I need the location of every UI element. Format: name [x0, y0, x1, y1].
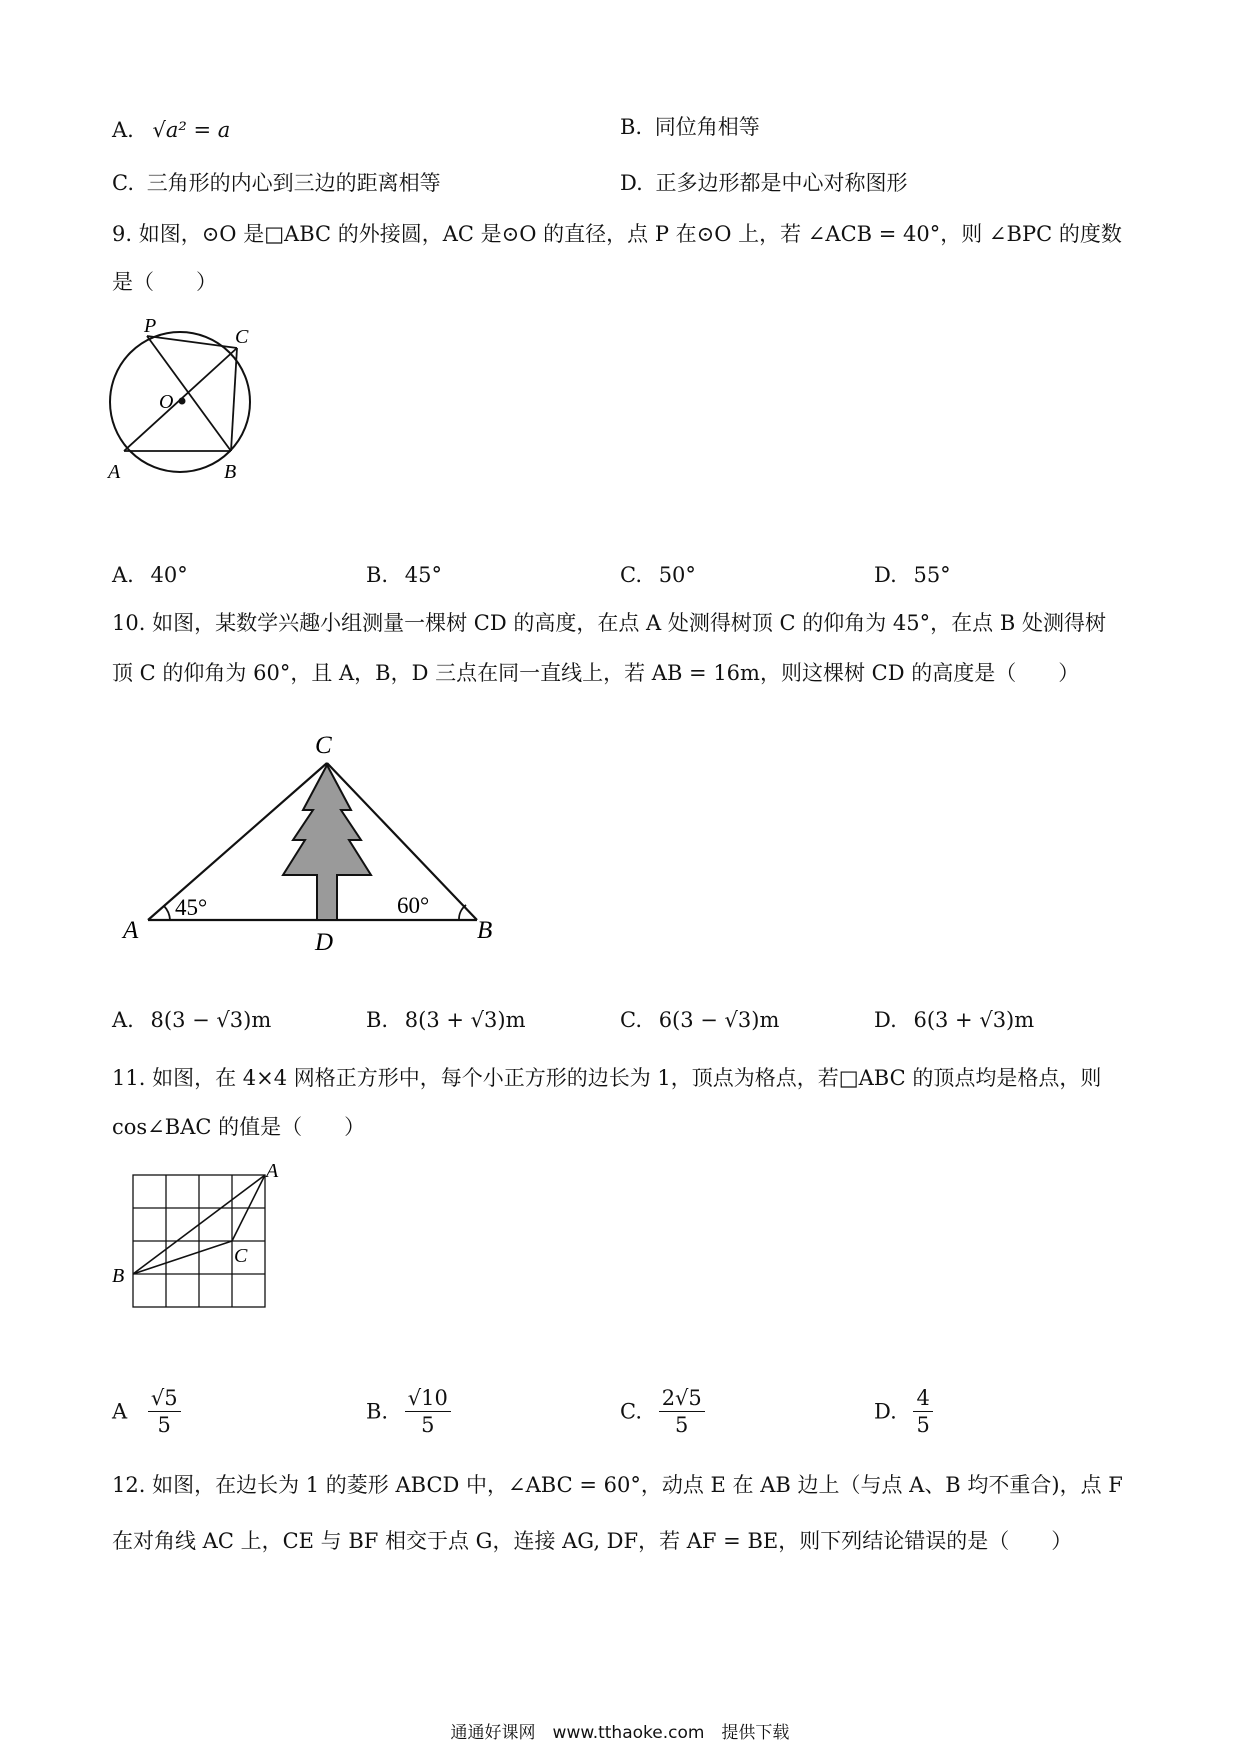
- q8-option-b: [620, 112, 760, 142]
- q9-option-a: [112, 560, 188, 590]
- q9-segment-pc: [147, 336, 237, 348]
- q11-label-a: A: [266, 1160, 279, 1182]
- q11-option-a-fraction: [148, 1385, 181, 1438]
- q10-angle-b-label: 60°: [397, 893, 430, 918]
- q11-option-b-numerator: √10: [405, 1385, 451, 1412]
- q10-option-a: [112, 1005, 271, 1035]
- q8-option-c: [112, 168, 441, 198]
- q10-angle-a-label: 45°: [175, 895, 208, 920]
- q9-option-d-value: 55°: [913, 563, 951, 587]
- q11-option-c-fraction: [659, 1385, 705, 1438]
- q11-segment-bc: [133, 1241, 232, 1274]
- q11-option-d-fraction: [913, 1385, 932, 1438]
- q9-stem-line1: 9. 如图，⊙O 是□ABC 的外接圆，AC 是⊙O 的直径，点 P 在⊙O 上，若 ∠ACB = 40°，则 ∠BPC 的度数: [112, 222, 1122, 246]
- q10-option-b: [366, 1005, 526, 1035]
- q9-label-a: A: [108, 461, 121, 483]
- q11-option-a-label: A: [112, 1399, 128, 1424]
- q10-label-d: D: [315, 929, 334, 956]
- q11-option-b-denominator: 5: [421, 1413, 435, 1437]
- q11-stem-line2: cos∠BAC 的值是（ ）: [112, 1115, 366, 1139]
- q10-label-c: C: [315, 732, 332, 759]
- q11-option-b: [366, 1385, 451, 1438]
- q11-grid: [133, 1175, 265, 1307]
- q10-tree-figure: [115, 725, 515, 960]
- q10-option-c-label: C.: [620, 1008, 642, 1032]
- q11-option-b-fraction: [405, 1385, 451, 1438]
- q9-label-p: P: [144, 315, 157, 337]
- q11-option-c-denominator: 5: [675, 1413, 689, 1437]
- q11-option-a: [112, 1385, 181, 1438]
- q9-label-o: O: [159, 391, 174, 413]
- q11-stem-line1: 11. 如图，在 4×4 网格正方形中，每个小正方形的边长为 1，顶点为格点，若□ABC 的顶点均是格点，则: [112, 1066, 1102, 1090]
- q11-label-c: C: [234, 1245, 248, 1267]
- q8-option-c-label: C.: [112, 171, 134, 195]
- q9-option-b-label: B.: [366, 563, 389, 587]
- q8-option-b-label: B.: [620, 115, 643, 139]
- q8-option-a-text: √a² = a: [152, 118, 231, 142]
- q8-option-d-label: D.: [620, 171, 643, 195]
- q8-option-c-text: 三角形的内心到三边的距离相等: [146, 171, 441, 195]
- q11-label-b: B: [112, 1265, 125, 1287]
- q9-stem-line2: 是（ ）: [112, 270, 217, 294]
- q9-label-c: C: [235, 326, 249, 348]
- q9-option-d: [874, 560, 951, 590]
- q10-option-d-value: 6(3 + √3)m: [913, 1008, 1035, 1032]
- q12-stem-line1: 12. 如图，在边长为 1 的菱形 ABCD 中，∠ABC = 60°，动点 E 在 AB 边上（与点 A、B 均不重合)，点 F: [112, 1473, 1123, 1497]
- q11-option-a-numerator: √5: [148, 1385, 181, 1412]
- q11-option-b-label: B.: [366, 1399, 389, 1424]
- q10-option-d-label: D.: [874, 1008, 897, 1032]
- q11-option-c: [620, 1385, 705, 1438]
- q9-option-d-label: D.: [874, 563, 897, 587]
- q10-label-b: B: [477, 917, 493, 944]
- q8-option-d-text: 正多边形都是中心对称图形: [655, 171, 908, 195]
- q9-option-b-value: 45°: [404, 563, 443, 587]
- q11-option-d: [874, 1385, 933, 1438]
- q10-option-a-label: A.: [112, 1008, 134, 1032]
- q9-label-b: B: [224, 461, 237, 483]
- q11-option-c-label: C.: [620, 1399, 642, 1424]
- q10-option-d: [874, 1005, 1034, 1035]
- q10-angle-arc-a: [164, 906, 170, 920]
- q9-option-b: [366, 560, 442, 590]
- q8-option-a-label: A.: [112, 118, 134, 142]
- q10-stem-line1: 10. 如图，某数学兴趣小组测量一棵树 CD 的高度，在点 A 处测得树顶 C 的仰角为 45°，在点 B 处测得树: [112, 611, 1106, 635]
- q9-segment-cb: [231, 348, 237, 451]
- q11-option-a-denominator: 5: [157, 1413, 171, 1437]
- q10-option-c: [620, 1005, 779, 1035]
- q11-option-c-numerator: 2√5: [659, 1385, 705, 1412]
- q11-grid-figure: [108, 1155, 288, 1310]
- q11-option-d-numerator: 4: [913, 1385, 932, 1412]
- q10-option-b-value: 8(3 + √3)m: [404, 1008, 526, 1032]
- q10-option-b-label: B.: [366, 1008, 389, 1032]
- q10-stem-line2: 顶 C 的仰角为 60°，且 A，B，D 三点在同一直线上，若 AB = 16m，则这棵树 CD 的高度是（ ）: [112, 661, 1080, 685]
- q9-option-c: [620, 560, 696, 590]
- q9-circle-figure: [100, 315, 280, 490]
- q10-option-c-value: 6(3 − √3)m: [658, 1008, 780, 1032]
- q10-label-a: A: [123, 917, 139, 944]
- q10-option-a-value: 8(3 − √3)m: [150, 1008, 272, 1032]
- q9-option-c-label: C.: [620, 563, 642, 587]
- q11-option-d-denominator: 5: [916, 1413, 930, 1437]
- page-footer: 通通好课网 www.tthaoke.com 提供下载: [450, 1723, 790, 1743]
- q11-option-d-label: D.: [874, 1399, 897, 1424]
- q8-option-b-text: 同位角相等: [654, 115, 760, 139]
- q12-stem-line2: 在对角线 AC 上，CE 与 BF 相交于点 G，连接 AG, DF，若 AF = BE，则下列结论错误的是（ ）: [112, 1529, 1073, 1553]
- q9-option-a-label: A.: [112, 563, 134, 587]
- q9-center-dot: [179, 398, 186, 405]
- q8-option-d: [620, 168, 907, 198]
- q9-option-a-value: 40°: [150, 563, 188, 587]
- q8-option-a: [112, 115, 230, 145]
- q9-option-c-value: 50°: [658, 563, 696, 587]
- q10-tree-shape: [283, 765, 371, 920]
